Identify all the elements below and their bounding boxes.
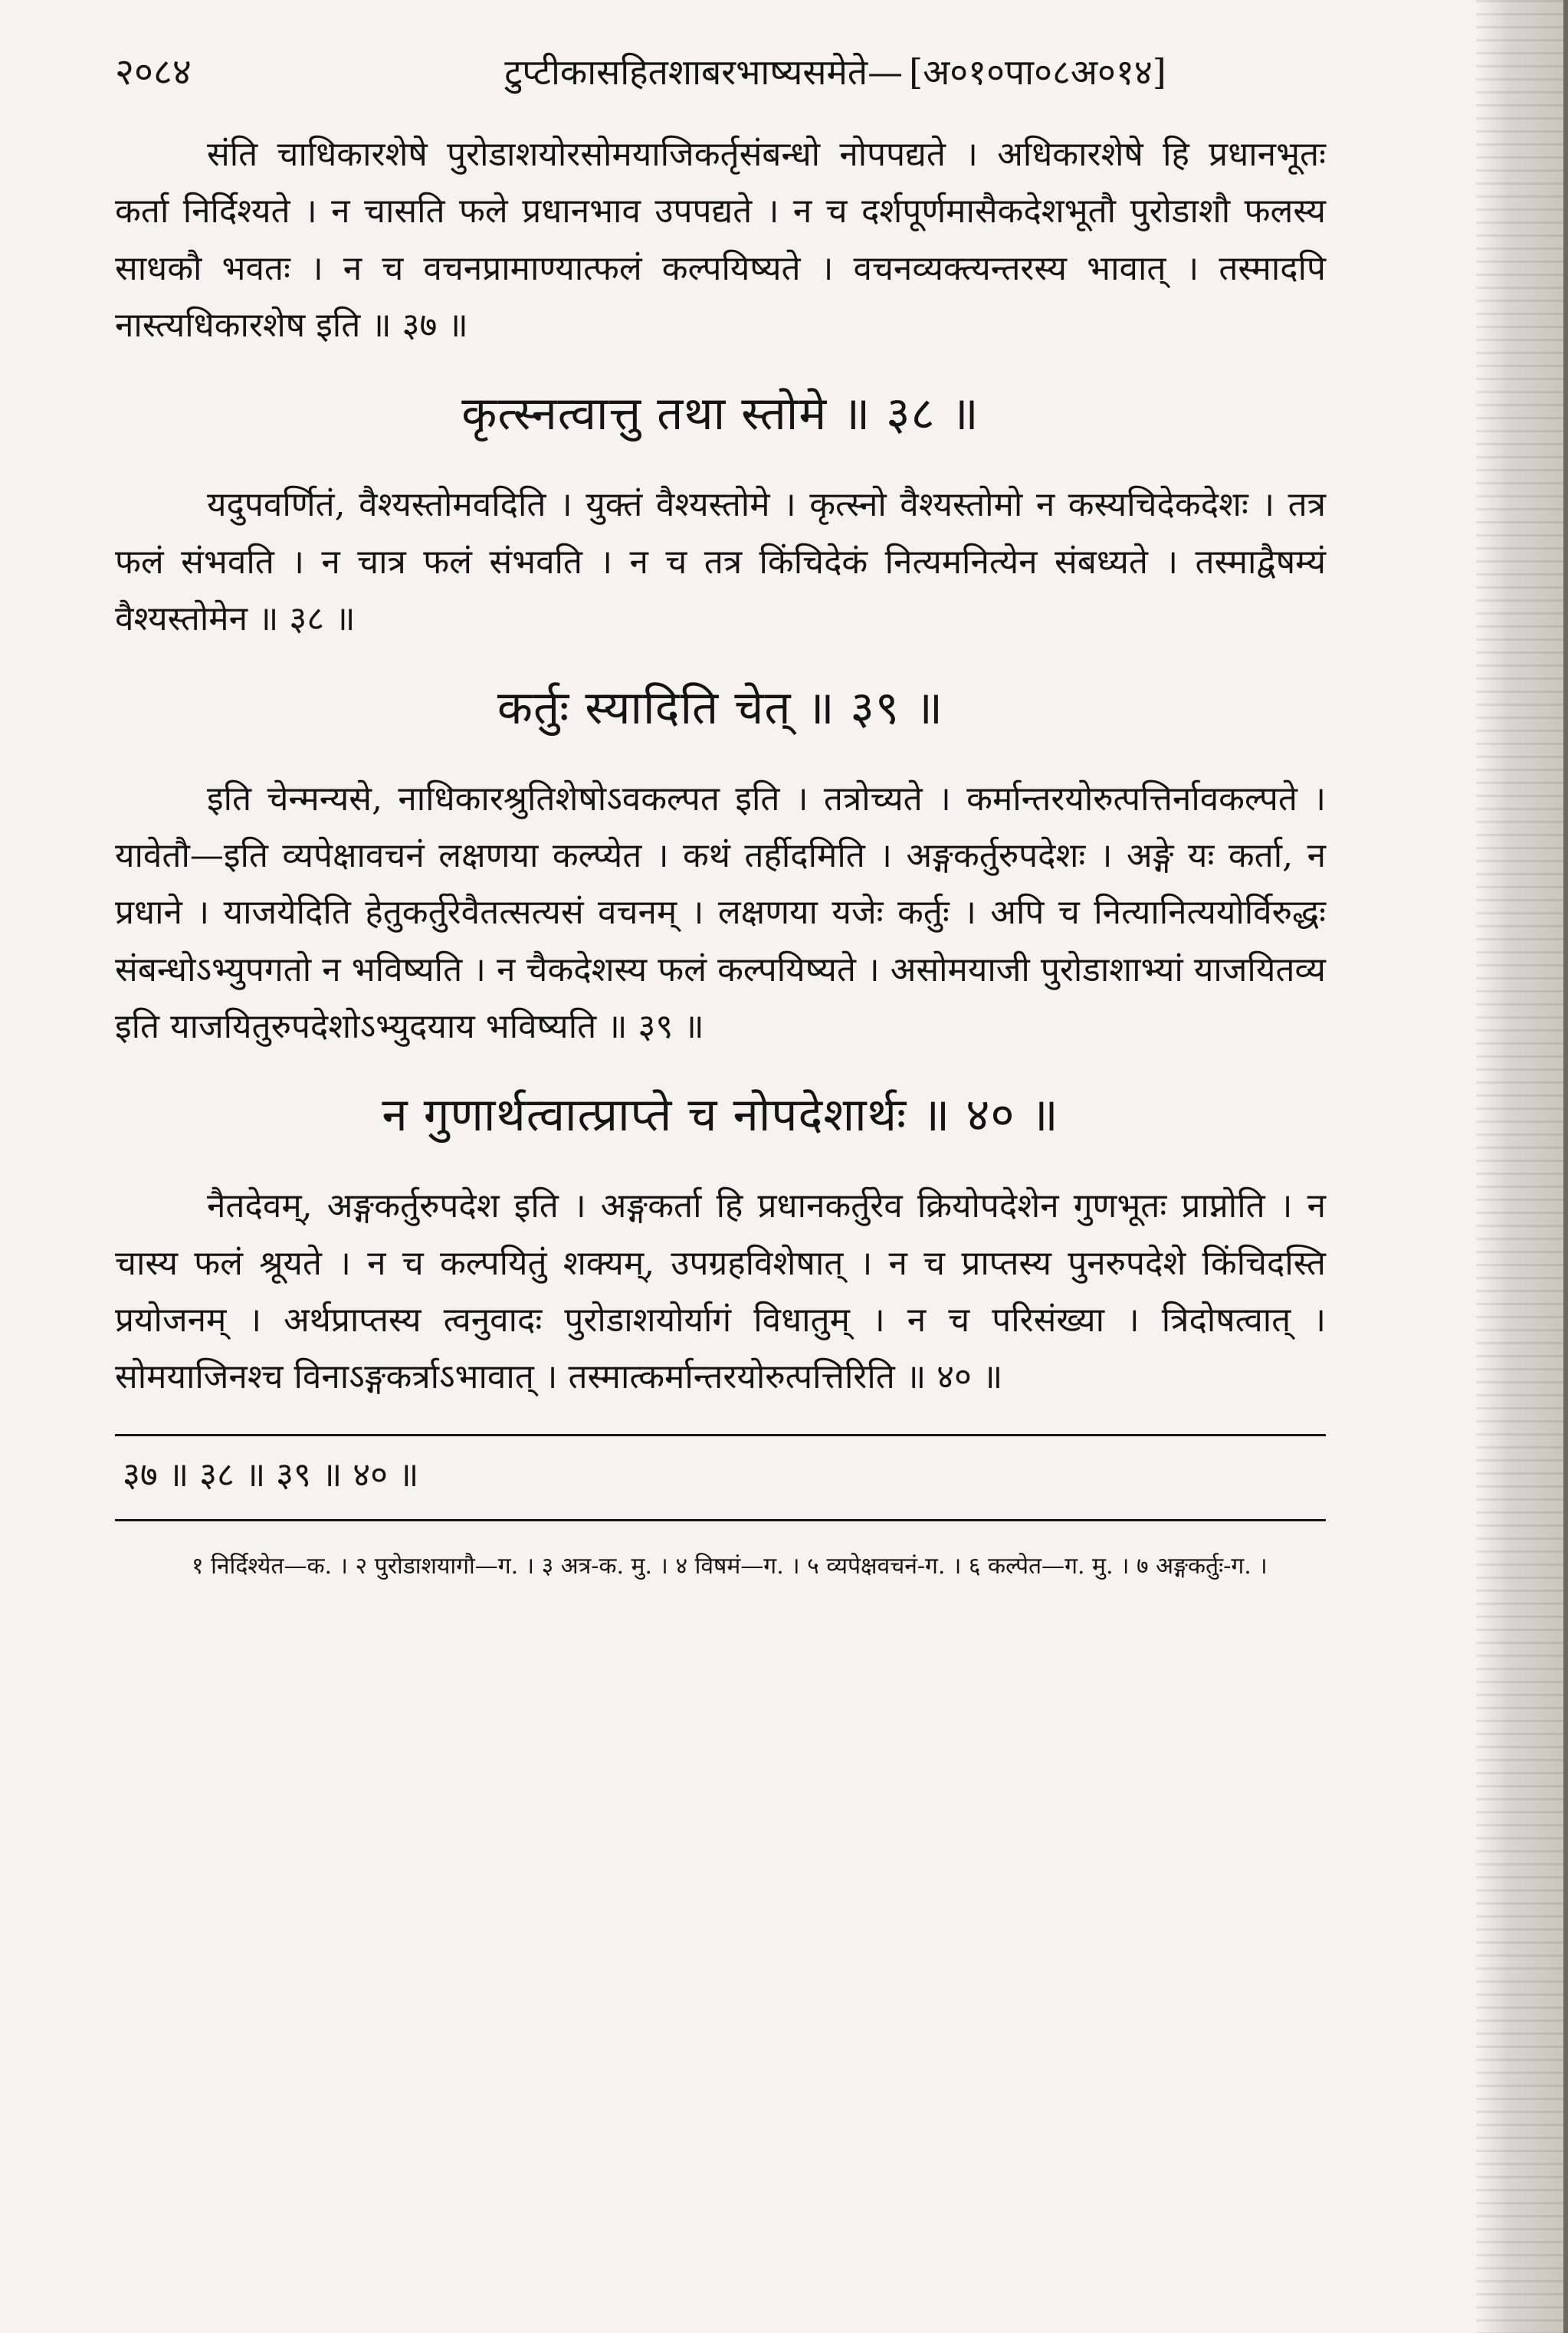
page-number: २०८४ <box>115 51 192 94</box>
footnotes: १ निर्दिश्येत—क. । २ पुरोडाशयागौ—ग. । ३ अत्र-क. मु. । ४ विषमं—ग. । ५ व्यपेक्षवचनं-ग. । ६ कल्पेत—ग. मु. । ७ अङ्गकर्तुः-ग. । <box>192 1552 1268 1580</box>
scanned-page-border <box>1563 0 1568 2333</box>
commentary-paragraph: संति चाधिकारशेषे पुरोडाशयोरसोमयाजिकर्तृसंबन्धो नोपपद्यते । अधिकारशेषे हि प्रधानभूतः कर्ता निर्दिश्यते । न चासति फले प्रधानभाव उपपद्यते । न च दर्शपूर्णमासैकदेशभूतौ पुरोडाशौ फलस्य साधकौ भवतः । न च वचनप्रामाण्यात्फलं कल्पयिष्यते । वचनव्यक्त्यन्तरस्य भावात् । तस्मादपि नास्त्यधिकारशेष इति ॥ ३७ ॥ <box>115 135 1326 346</box>
scanned-page-edge <box>1476 0 1568 2333</box>
commentary-paragraph: नैतदेवम्, अङ्गकर्तुरुपदेश इति । अङ्गकर्ता हि प्रधानकर्तुरेव क्रियोपदेशेन गुणभूतः प्राप्नोति । न चास्य फलं श्रूयते । न च कल्पयितुं शक्यम्, उपग्रहविशेषात् । न च प्राप्तस्य पुनरुपदेशे किंचिदस्ति प्रयोजनम् । अर्थप्राप्तस्य त्वनुवादः पुरोडाशयोर्यागं विधातुम् । न च परिसंख्या । त्रिदोषत्वात् । सोमयाजिनश्च विनाऽङ्गकर्त्राऽभावात् । तस्मात्कर्मान्तरयोरुत्पत्तिरिति ॥ ४० ॥ <box>115 1186 1326 1397</box>
sutra-index: ३७ ॥ ३८ ॥ ३९ ॥ ४० ॥ <box>123 1455 419 1495</box>
sutra-heading: न गुणार्थत्वात्प्राप्ते च नोपदेशार्थः ॥ ४० ॥ <box>382 1088 1059 1143</box>
page <box>115 46 1326 1588</box>
commentary-paragraph: यदुपवर्णितं, वैश्यस्तोमवदिति । युक्तं वैश्यस्तोमे । कृत्स्नो वैश्यस्तोमो न कस्यचिदेकदेशः । तत्र फलं संभवति । न चात्र फलं संभवति । न च तत्र किंचिदेकं नित्यमनित्येन संबध्यते । तस्माद्वैषम्यं वैश्यस्तोमेन ॥ ३८ ॥ <box>115 485 1326 639</box>
commentary-paragraph: इति चेन्मन्यसे, नाधिकारश्रुतिशेषोऽवकल्पत इति । तत्रोच्यते । कर्मान्तरयोरुत्पत्तिर्नावकल्पते । यावेतौ—इति व्यपेक्षावचनं लक्षणया कल्प्येत । कथं तर्हीदमिति । अङ्गकर्तुरुपदेशः । अङ्गे यः कर्ता, न प्रधाने । याजयेदिति हेतुकर्तुरेवैतत्सत्यसं वचनम् । लक्षणया यजेः कर्तुः । अपि च नित्यानित्ययोर्विरुद्धः संबन्धोऽभ्युपगतो न भविष्यति । न चैकदेशस्य फलं कल्पयिष्यते । असोमयाजी पुरोडाशाभ्यां याजयितव्य इति याजयितुरुपदेशोऽभ्युदयाय भविष्यति ॥ ३९ ॥ <box>115 779 1326 1046</box>
sutra-heading: कर्तुः स्यादिति चेत् ॥ ३९ ॥ <box>497 681 944 735</box>
running-title <box>345 48 1326 95</box>
section-reference: [अ०१०पा०८अ०१४] <box>909 51 1166 93</box>
sutra-heading: कृत्स्नत्वात्तु तथा स्तोमे ॥ ३८ ॥ <box>461 387 979 441</box>
divider <box>115 1519 1326 1521</box>
running-title-text: टुप्टीकासहितशाबरभाष्यसमेते— <box>504 51 904 93</box>
page-header <box>115 46 1326 96</box>
